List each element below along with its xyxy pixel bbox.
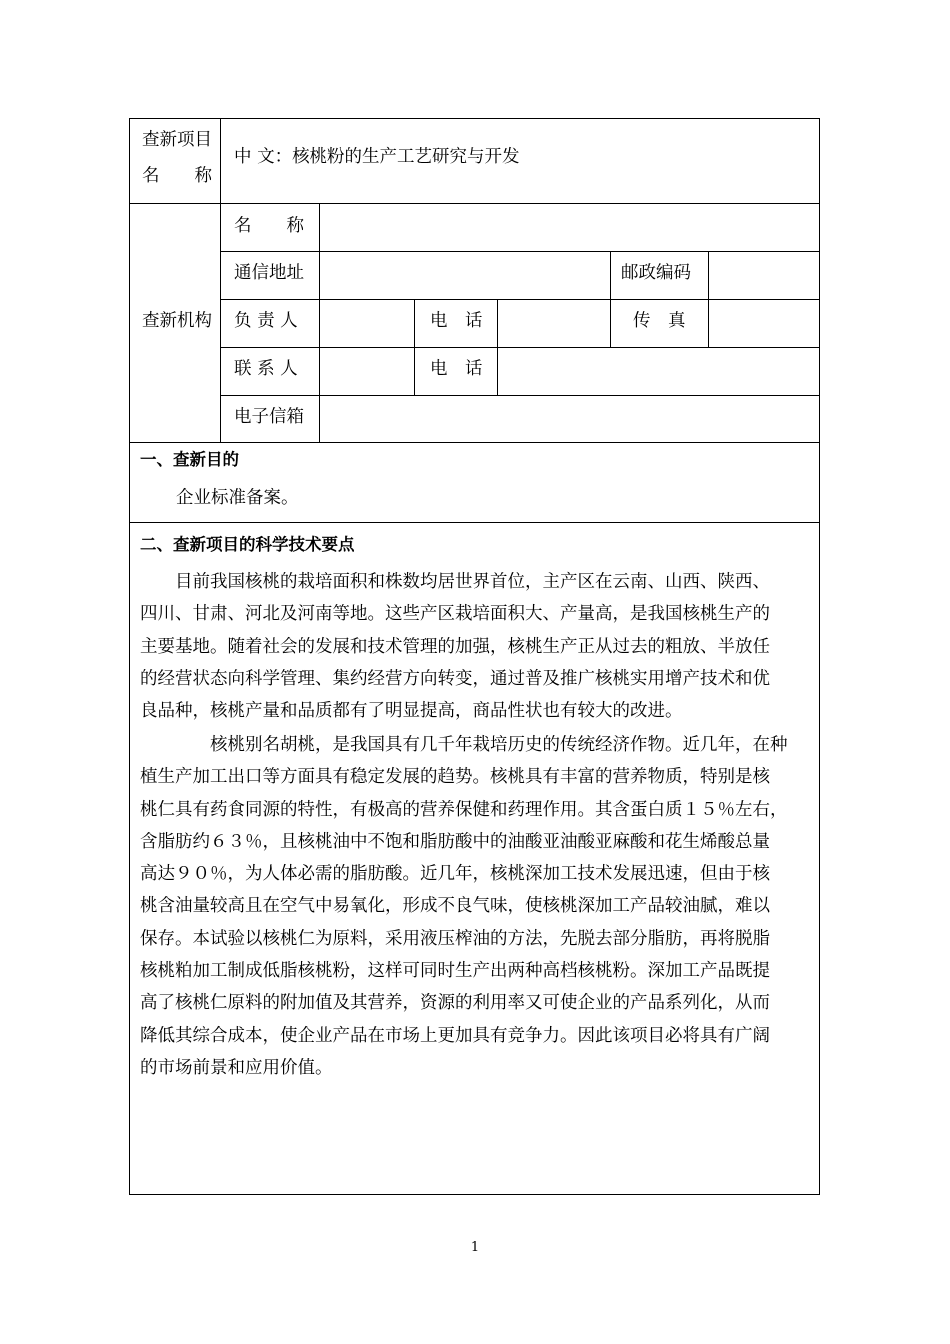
email-label: 电子信箱 bbox=[234, 407, 304, 427]
person-in-charge-label: 负 责 人 bbox=[234, 311, 298, 331]
contact-person-label: 联 系 人 bbox=[234, 359, 298, 379]
column-divider bbox=[497, 299, 498, 395]
address-label: 通信地址 bbox=[234, 263, 304, 283]
section2-heading: 二、查新项目的科学技术要点 bbox=[140, 535, 355, 554]
row-divider bbox=[220, 299, 820, 300]
phone-label: 电 话 bbox=[430, 311, 483, 331]
search-org-label: 查新机构 bbox=[142, 311, 212, 331]
page-number: 1 bbox=[470, 1240, 480, 1255]
section2-paragraph-2: 核桃别名胡桃，是我国具有几千年栽培历史的传统经济作物。近几年，在种 植生产加工出口等方面具有稳定发展的趋势。核桃具有丰富的营养物质，特别是核 桃仁具有药食同源的特性，有极高的营养保健和药理作用。其含蛋白质１５％左右， 含脂肪约６３％，且核桃油中不饱和脂肪酸中的油酸亚油酸亚麻酸和花生烯酸总量 高达９０％，为人体必需的脂肪酸。近几年，核桃深加工技术发展迅速，但由于核 桃含油量较高且在空气中易氧化，形成不良气味，使核桃深加工产品较油腻，难以 保存。本试验以核桃仁为原料，采用液压榨油的方法，先脱去部分脂肪，再将脱脂 核桃粕加工制成低脂核桃粉，这样可同时生产出两种高档核桃粉。深加工产品既提 高了核桃仁原料的附加值及其营养，资源的利用率又可使企业的产品系列化，从而 降低其综合成本，使企业产品在市场上更加具有竞争力。因此该项目必将具有广阔 的市场前景和应用价值。 bbox=[140, 735, 788, 1078]
project-name-label-line1: 查新项目 bbox=[142, 130, 212, 150]
section1-text: 企业标准备案。 bbox=[176, 488, 299, 508]
row-divider bbox=[130, 522, 820, 523]
project-name-value: 中 文：核桃粉的生产工艺研究与开发 bbox=[234, 147, 520, 167]
org-name-label: 名 称 bbox=[234, 216, 304, 236]
column-divider bbox=[708, 251, 709, 347]
column-divider bbox=[220, 119, 221, 442]
row-divider bbox=[220, 251, 820, 252]
section2-paragraph-1: 目前我国核桃的栽培面积和株数均居世界首位，主产区在云南、山西、陕西、 四川、甘肃、河北及河南等地。这些产区栽培面积大、产量高，是我国核桃生产的 主要基地。随着社会的发展和技术管理的加强，核桃生产正从过去的粗放、半放任 的经营状态向科学管理、集约经营方向转变，通过普及推广核桃实用增产技术和优 良品种，核桃产量和品质都有了明显提高，商品性状也有较大的改进。 bbox=[140, 572, 770, 722]
column-divider bbox=[319, 203, 320, 442]
fax-label: 传 真 bbox=[633, 311, 686, 331]
project-name-label-line2: 名 称 bbox=[142, 166, 212, 186]
row-divider bbox=[130, 442, 820, 443]
column-divider bbox=[414, 299, 415, 395]
row-divider bbox=[220, 395, 820, 396]
row-divider bbox=[130, 203, 820, 204]
phone-label-2: 电 话 bbox=[430, 359, 483, 379]
novelty-search-form-table bbox=[129, 118, 820, 1195]
row-divider bbox=[220, 347, 820, 348]
section1-heading: 一、查新目的 bbox=[140, 450, 239, 469]
column-divider bbox=[610, 251, 611, 347]
postcode-label: 邮政编码 bbox=[621, 263, 691, 283]
